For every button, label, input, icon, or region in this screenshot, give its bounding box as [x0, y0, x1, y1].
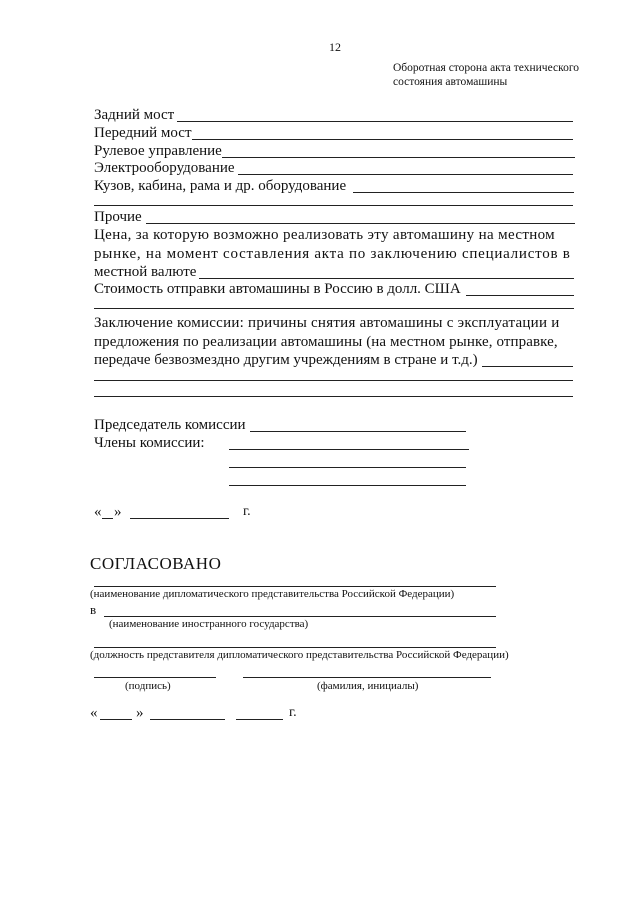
chairman-label: Председатель комиссии: [94, 417, 246, 433]
heading-note: Оборотная сторона акта технического состояния автомашины: [393, 62, 579, 88]
field-label-electrical: Электрооборудование: [94, 160, 235, 176]
page-number: 12: [329, 40, 341, 54]
signature-line[interactable]: [94, 677, 216, 678]
caption-foreign-state: (наименование иностранного государства): [109, 618, 309, 630]
approval-date-day-line[interactable]: [100, 719, 132, 720]
price-paragraph-line3: местной валюте: [94, 264, 197, 280]
chairman-line[interactable]: [250, 431, 466, 432]
conclusion-line-extra-2[interactable]: [94, 396, 573, 397]
member-line-3[interactable]: [229, 485, 466, 486]
shipping-cost-line-extra[interactable]: [94, 308, 574, 309]
price-paragraph-line1: Цена, за которую возможно реализовать эту автомашину на местном: [94, 227, 556, 243]
field-line-body-extra[interactable]: [94, 205, 573, 206]
conclusion-line-extra-1[interactable]: [94, 380, 573, 381]
shipping-cost-label: Стоимость отправки автомашины в Россию в долл. США: [94, 281, 461, 297]
approval-date-year-suffix: г.: [289, 705, 297, 720]
date-open-quote: «: [94, 504, 102, 520]
members-label: Члены комиссии:: [94, 435, 205, 451]
approval-date-month-line[interactable]: [150, 719, 225, 720]
position-line[interactable]: [94, 647, 496, 648]
price-paragraph-line2: рынке, на момент составления акта по заключению специалистов в: [94, 246, 571, 262]
caption-signature: (подпись): [125, 680, 171, 692]
conclusion-line2: предложения по реализации автомашины (на местном рынке, отправке,: [94, 334, 558, 350]
date-year-suffix: г.: [243, 504, 251, 519]
member-line-2[interactable]: [229, 467, 466, 468]
field-line-other[interactable]: [146, 223, 575, 224]
approved-title: СОГЛАСОВАНО: [90, 554, 222, 573]
approval-date-year-line[interactable]: [236, 719, 283, 720]
mission-name-line[interactable]: [94, 586, 496, 587]
date-month-line[interactable]: [130, 518, 229, 519]
field-label-body: Кузов, кабина, рама и др. оборудование: [94, 178, 347, 194]
field-label-other: Прочие: [94, 209, 142, 225]
field-label-rear-axle: Задний мост: [94, 107, 175, 123]
date-day-line[interactable]: [102, 518, 113, 519]
conclusion-line3: передаче безвозмездно другим учреждениям в стране и т.д.): [94, 352, 478, 368]
field-line-electrical[interactable]: [238, 174, 573, 175]
caption-name: (фамилия, инициалы): [317, 680, 419, 692]
conclusion-line1: Заключение комиссии: причины снятия автомашины с эксплуатации и: [94, 315, 560, 331]
field-line-front-axle[interactable]: [192, 139, 573, 140]
price-line[interactable]: [199, 278, 574, 279]
approval-date-close-quote: »: [136, 705, 144, 721]
shipping-cost-line[interactable]: [466, 295, 574, 296]
foreign-state-line[interactable]: [104, 616, 496, 617]
conclusion-line-inline[interactable]: [482, 366, 573, 367]
field-label-steering: Рулевое управление: [94, 143, 222, 159]
name-line[interactable]: [243, 677, 491, 678]
caption-mission-name: (наименование дипломатического представительства Российской Федерации): [90, 588, 455, 600]
field-line-rear-axle[interactable]: [177, 121, 573, 122]
field-line-body[interactable]: [353, 192, 574, 193]
caption-position: (должность представителя дипломатического представительства Российской Федерации): [90, 649, 509, 661]
member-line-1[interactable]: [229, 449, 469, 450]
in-label: в: [90, 602, 97, 617]
field-line-steering[interactable]: [222, 157, 575, 158]
field-label-front-axle: Передний мост: [94, 125, 192, 141]
approval-date-open-quote: «: [90, 705, 98, 721]
date-close-quote: »: [114, 504, 122, 520]
